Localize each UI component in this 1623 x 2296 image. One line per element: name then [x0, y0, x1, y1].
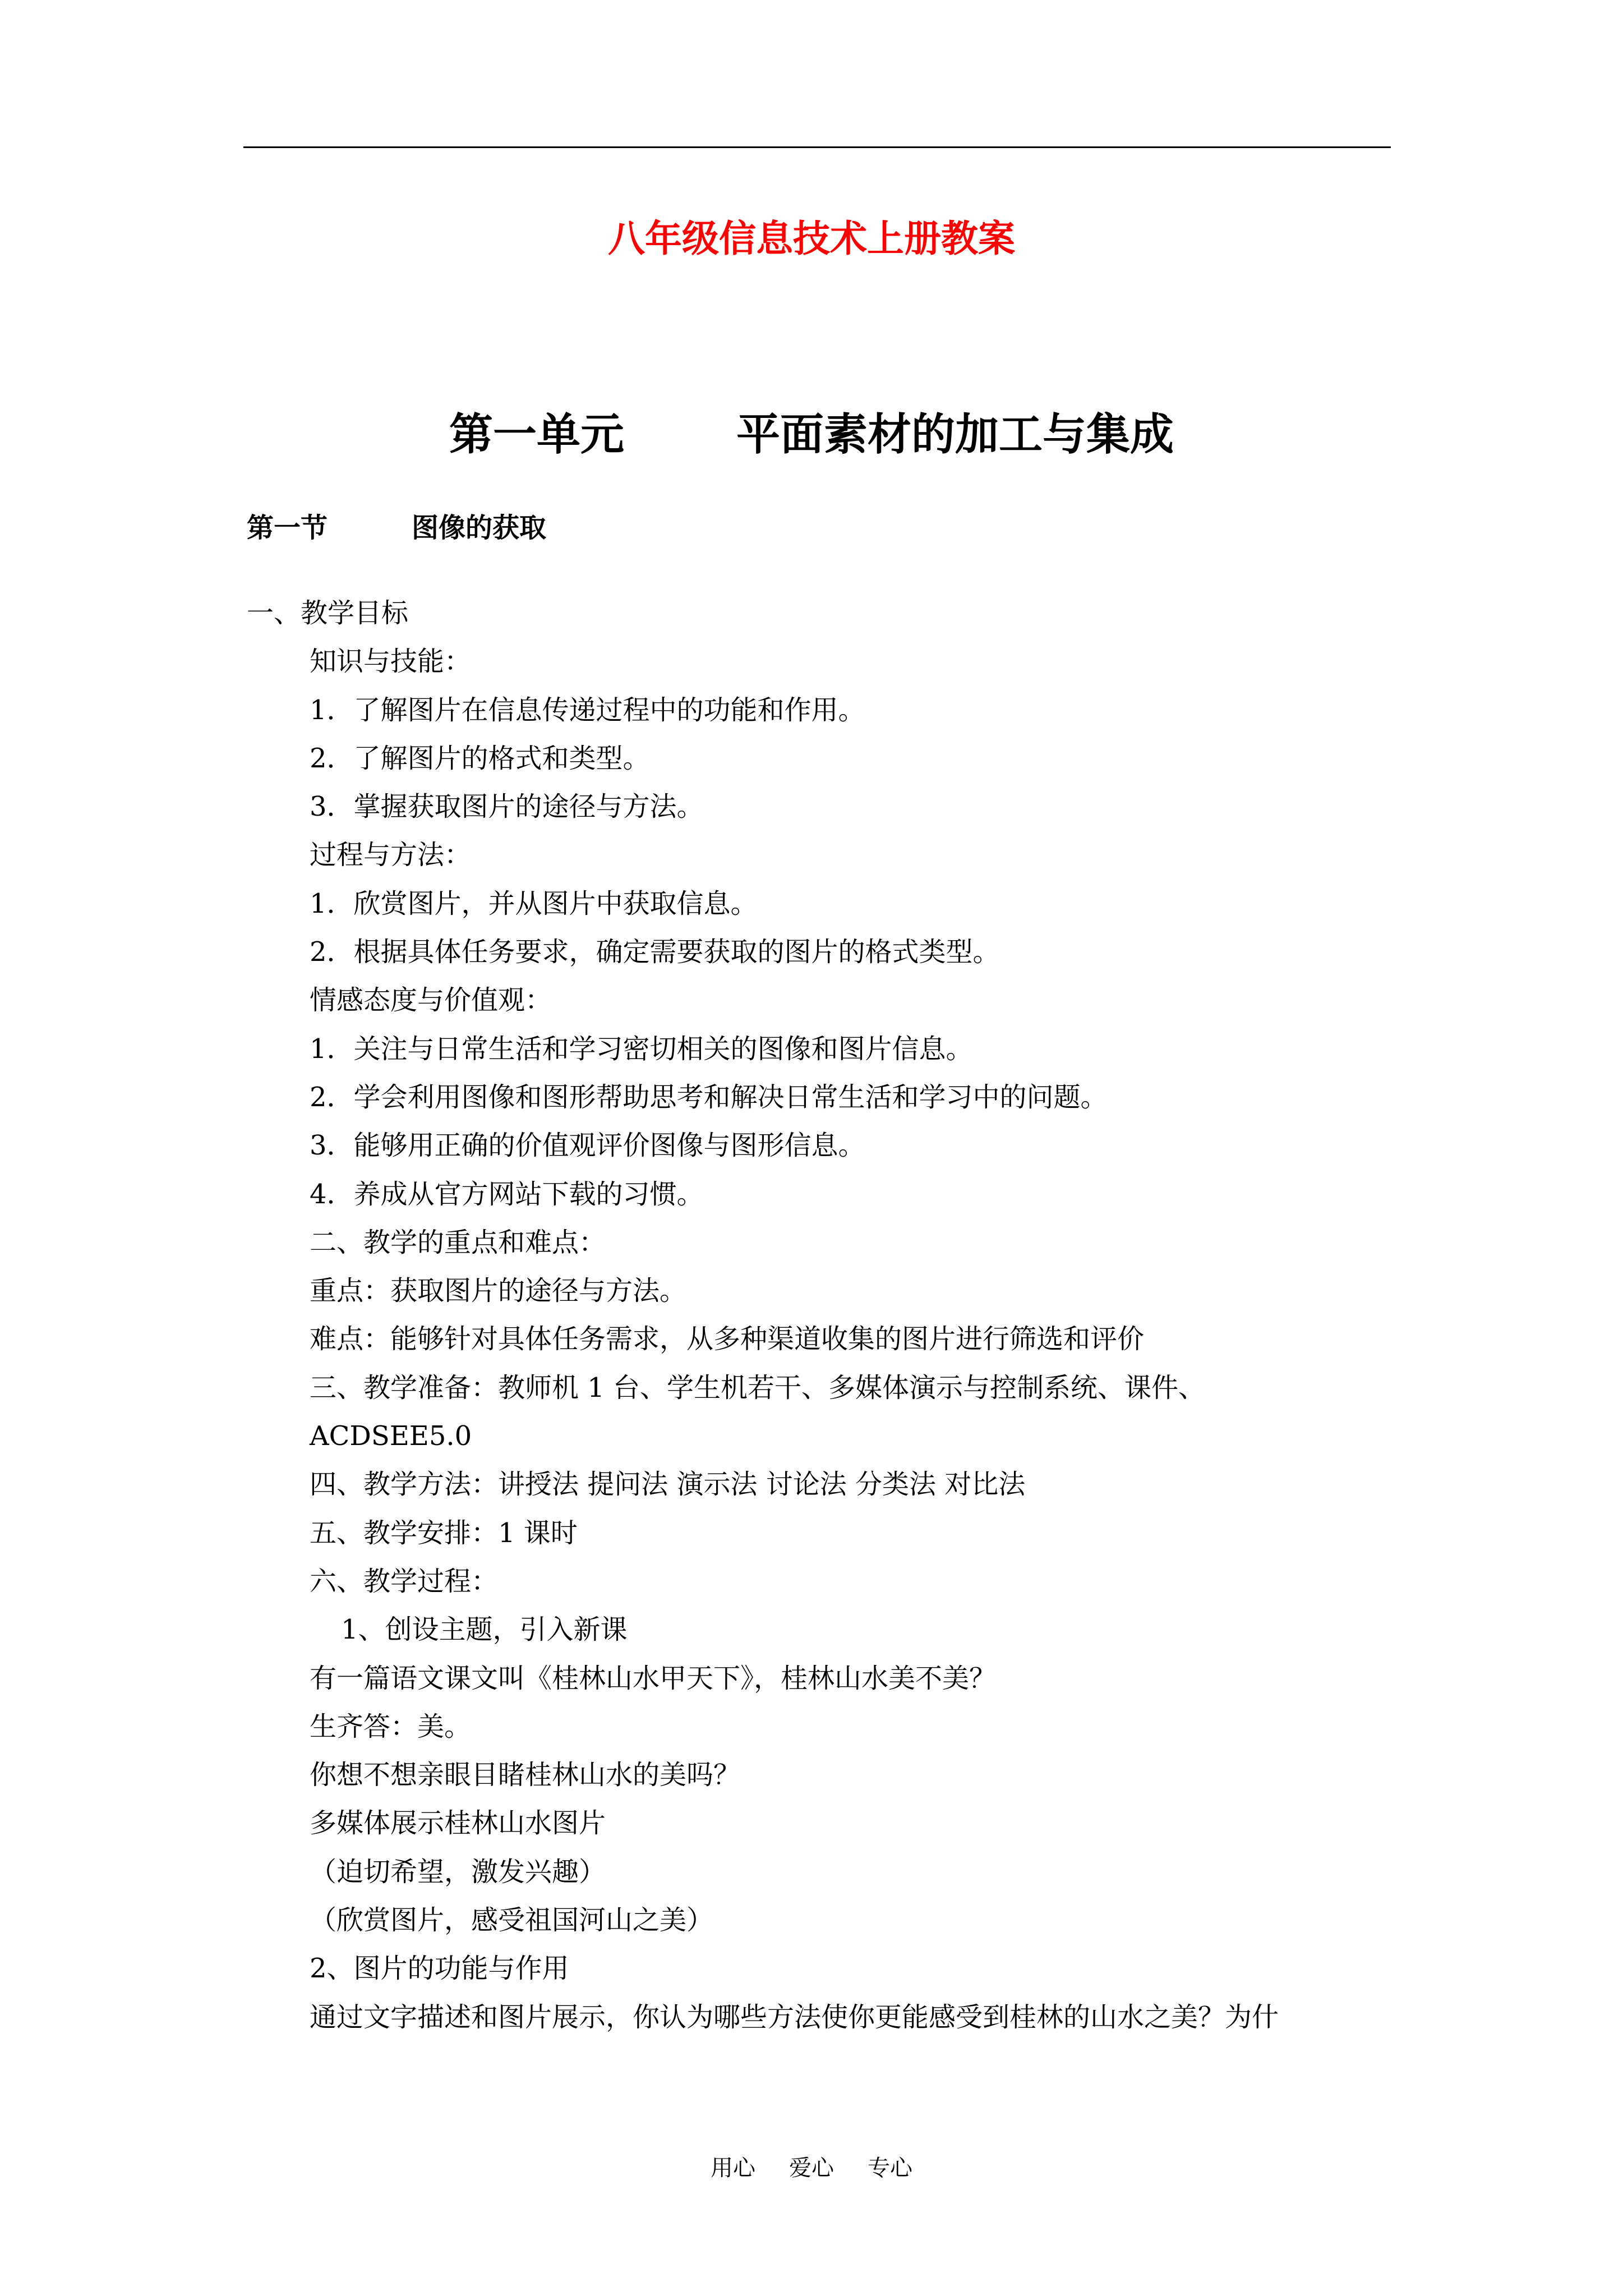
footer-item: 用心	[711, 2155, 755, 2181]
unit-name: 平面素材的加工与集成	[736, 409, 1174, 460]
text-line: 2、图片的功能与作用	[310, 1953, 569, 1985]
section-heading	[247, 503, 546, 553]
text-line: 2．了解图片的格式和类型。	[310, 742, 650, 774]
document-title: 八年级信息技术上册教案	[608, 217, 1015, 260]
text-line: 四、教学方法：讲授法 提问法 演示法 讨论法 分类法 对比法	[310, 1469, 1026, 1501]
text-line: 2．根据具体任务要求，确定需要获取的图片的格式类型。	[310, 936, 1000, 968]
text-line: 情感态度与价值观：	[310, 984, 552, 1016]
text-line: 生齐答：美。	[310, 1710, 472, 1742]
text-line: （迫切希望，激发兴趣）	[310, 1856, 606, 1888]
text-line: 1．关注与日常生活和学习密切相关的图像和图片信息。	[310, 1033, 973, 1065]
text-line: 有一篇语文课文叫《桂林山水甲天下》，桂林山水美不美？	[310, 1662, 997, 1694]
text-line: （欣赏图片，感受祖国河山之美）	[310, 1904, 714, 1936]
unit-label: 第一单元	[449, 409, 624, 460]
footer-item: 爱心	[789, 2155, 834, 2181]
text-line: 你想不想亲眼目睹桂林山水的美吗？	[310, 1759, 741, 1791]
text-line: 二、教学的重点和难点：	[310, 1226, 606, 1258]
text-line: 1、创设主题，引入新课	[341, 1614, 628, 1646]
text-line: 3．掌握获取图片的途径与方法。	[310, 791, 704, 823]
body-text	[0, 589, 1623, 2041]
text-line: 难点：能够针对具体任务需求，从多种渠道收集的图片进行筛选和评价	[310, 1323, 1145, 1355]
header-rule	[243, 146, 1391, 148]
unit-heading	[0, 404, 1623, 466]
text-line: 一、教学目标	[247, 597, 409, 629]
text-line: 1．了解图片在信息传递过程中的功能和作用。	[310, 694, 865, 726]
text-line: 4．养成从官方网站下载的习惯。	[310, 1178, 704, 1210]
text-line: 多媒体展示桂林山水图片	[310, 1807, 606, 1839]
text-line: 重点：获取图片的途径与方法。	[310, 1275, 687, 1307]
text-line: 1．欣赏图片，并从图片中获取信息。	[310, 887, 758, 919]
text-line: 知识与技能：	[310, 646, 472, 678]
text-line: 通过文字描述和图片展示，你认为哪些方法使你更能感受到桂林的山水之美？为什	[310, 2001, 1279, 2033]
text-line: 六、教学过程：	[310, 1565, 499, 1597]
text-line: 五、教学安排：1 课时	[310, 1517, 578, 1549]
text-line: 3．能够用正确的价值观评价图像与图形信息。	[310, 1130, 865, 1162]
text-line: 过程与方法：	[310, 839, 472, 871]
page-footer	[0, 2148, 1623, 2188]
text-line: ACDSEE5.0	[310, 1420, 472, 1452]
footer-item: 专心	[868, 2155, 912, 2181]
text-line: 2．学会利用图像和图形帮助思考和解决日常生活和学习中的问题。	[310, 1081, 1108, 1113]
section-name: 图像的获取	[412, 512, 547, 544]
text-line: 三、教学准备：教师机 1 台、学生机若干、多媒体演示与控制系统、课件、	[310, 1372, 1206, 1404]
section-label: 第一节	[247, 512, 328, 544]
